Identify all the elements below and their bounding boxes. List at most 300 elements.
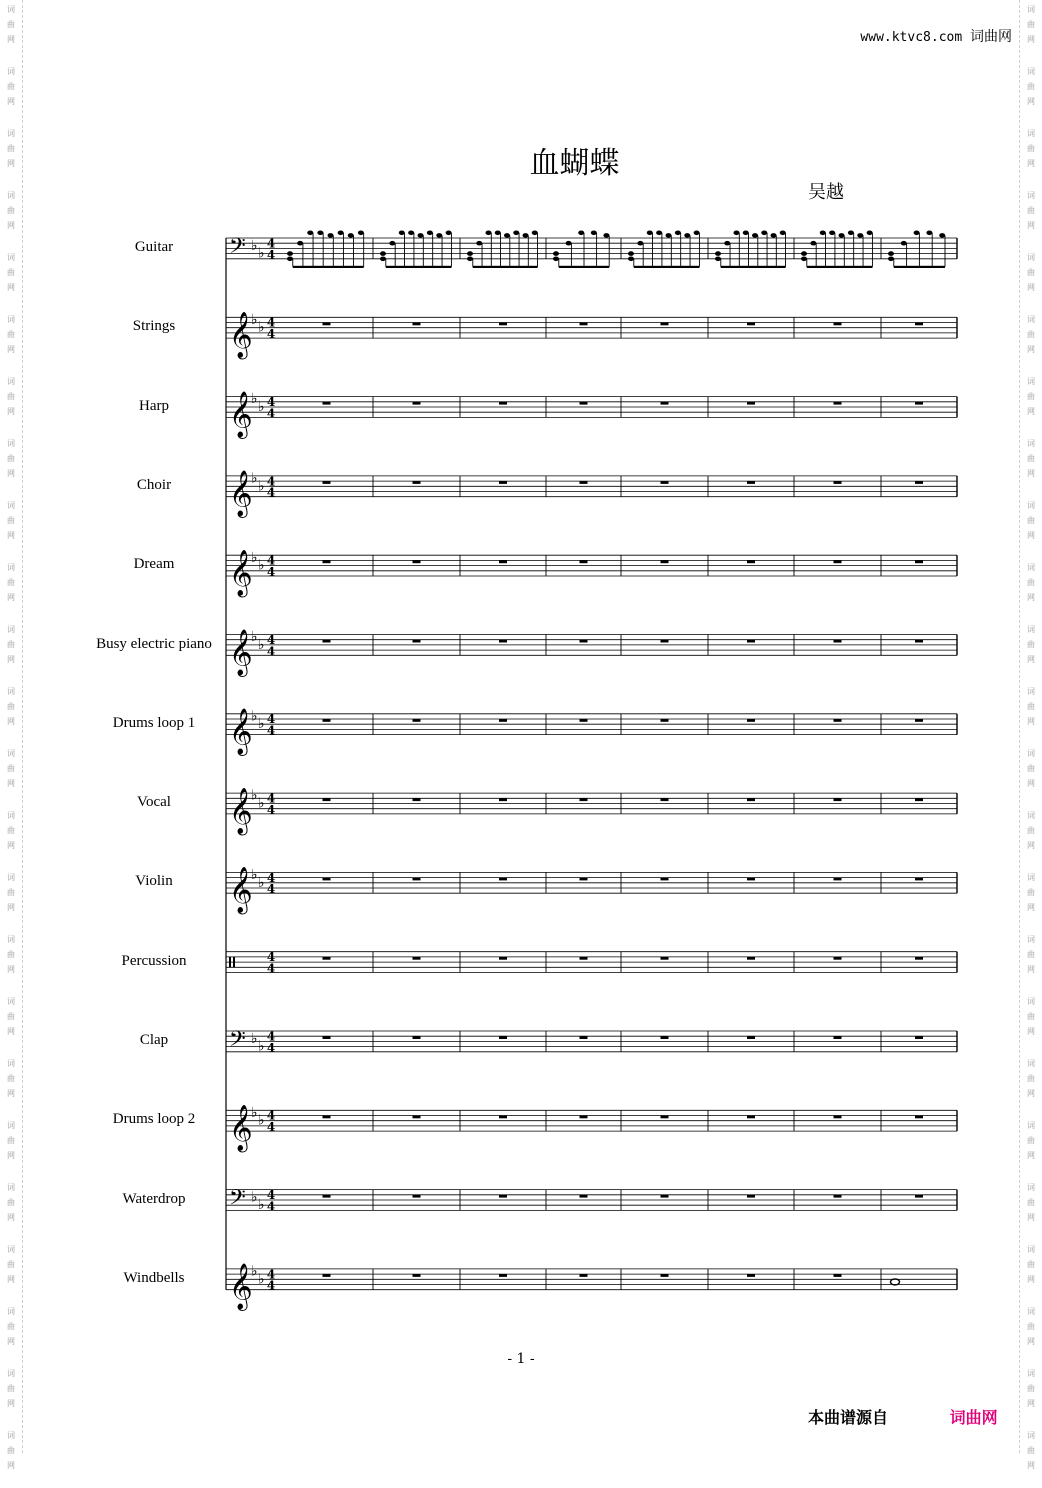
watermark-char: 词 bbox=[1027, 873, 1035, 882]
watermark-char: 网 bbox=[7, 655, 15, 664]
whole-rest bbox=[499, 878, 507, 881]
whole-rest bbox=[747, 323, 755, 326]
watermark-char: 曲 bbox=[1027, 1384, 1035, 1393]
flat-icon: ♭ bbox=[251, 237, 258, 254]
watermark-char: 网 bbox=[1027, 1151, 1035, 1160]
notehead bbox=[427, 231, 433, 236]
watermark-char: 曲 bbox=[7, 20, 15, 29]
instrument-label: Windbells bbox=[123, 1269, 185, 1286]
watermark-char: 曲 bbox=[1027, 454, 1035, 463]
flat-icon: ♭ bbox=[258, 636, 265, 653]
watermark-char: 曲 bbox=[1027, 82, 1035, 91]
watermark-char: 词 bbox=[1027, 253, 1035, 262]
flat-icon: ♭ bbox=[251, 391, 258, 408]
notehead bbox=[399, 231, 405, 236]
note-beam bbox=[807, 266, 873, 268]
notehead bbox=[848, 231, 854, 236]
whole-rest bbox=[834, 560, 842, 563]
note-beam bbox=[293, 266, 364, 268]
score-title: 血蝴蝶 bbox=[529, 146, 620, 181]
watermark-char: 词 bbox=[7, 873, 15, 882]
notehead bbox=[467, 251, 473, 256]
watermark-char: 网 bbox=[7, 1337, 15, 1346]
time-signature-denominator: 4 bbox=[266, 406, 276, 421]
notehead bbox=[752, 233, 758, 238]
watermark-char: 词 bbox=[7, 1059, 15, 1068]
flat-icon: ♭ bbox=[251, 787, 258, 804]
whole-rest bbox=[413, 323, 421, 326]
watermark-char: 词 bbox=[1027, 1369, 1035, 1378]
watermark-char: 曲 bbox=[7, 516, 15, 525]
flat-icon: ♭ bbox=[258, 1112, 265, 1129]
watermark-char: 网 bbox=[7, 159, 15, 168]
whole-rest bbox=[499, 1116, 507, 1119]
time-signature-denominator: 4 bbox=[266, 1120, 276, 1135]
whole-rest bbox=[915, 640, 923, 643]
whole-rest bbox=[747, 719, 755, 722]
notehead bbox=[715, 257, 721, 262]
watermark-char: 词 bbox=[1027, 315, 1035, 324]
watermark-char: 词 bbox=[1027, 191, 1035, 200]
whole-rest bbox=[323, 640, 331, 643]
whole-rest bbox=[834, 402, 842, 405]
whole-rest bbox=[747, 957, 755, 960]
watermark-char: 网 bbox=[1027, 655, 1035, 664]
notehead bbox=[338, 231, 344, 236]
notehead bbox=[287, 251, 293, 256]
notehead bbox=[771, 233, 777, 238]
watermark-char: 曲 bbox=[1027, 1446, 1035, 1455]
whole-rest bbox=[499, 640, 507, 643]
watermark-char: 曲 bbox=[1027, 268, 1035, 277]
whole-rest bbox=[323, 1195, 331, 1198]
whole-rest bbox=[915, 1195, 923, 1198]
whole-rest bbox=[915, 481, 923, 484]
instrument-label: Vocal bbox=[137, 794, 171, 811]
whole-rest bbox=[834, 798, 842, 801]
whole-rest bbox=[499, 1274, 507, 1277]
note-beam bbox=[894, 266, 945, 268]
notehead bbox=[715, 251, 721, 256]
note-beam bbox=[559, 266, 609, 268]
time-signature-numerator: 4 bbox=[266, 315, 276, 330]
whole-rest bbox=[834, 640, 842, 643]
watermark-char: 网 bbox=[7, 221, 15, 230]
watermark-char: 词 bbox=[7, 625, 15, 634]
flat-icon: ♭ bbox=[258, 399, 265, 415]
watermark-char: 曲 bbox=[7, 144, 15, 153]
watermark-char: 词 bbox=[1027, 129, 1035, 138]
notehead bbox=[307, 231, 313, 236]
whole-rest bbox=[747, 481, 755, 484]
watermark-char: 曲 bbox=[1027, 826, 1035, 835]
watermark-char: 词 bbox=[1027, 501, 1035, 510]
whole-rest bbox=[323, 560, 331, 563]
watermark-char: 词 bbox=[1027, 1245, 1035, 1254]
watermark-char: 词 bbox=[1027, 749, 1035, 758]
watermark-char: 词 bbox=[7, 935, 15, 944]
whole-rest bbox=[661, 402, 669, 405]
treble-clef-icon: 𝄞 bbox=[229, 550, 253, 596]
time-signature-denominator: 4 bbox=[266, 327, 276, 342]
watermark-char: 曲 bbox=[7, 1322, 15, 1331]
time-signature-denominator: 4 bbox=[266, 802, 276, 817]
whole-rest bbox=[747, 640, 755, 643]
watermark-char: 词 bbox=[7, 811, 15, 820]
time-signature-denominator: 4 bbox=[266, 961, 276, 976]
watermark-char: 网 bbox=[1027, 1399, 1035, 1408]
watermark-char: 网 bbox=[7, 903, 15, 912]
whole-rest bbox=[580, 957, 588, 960]
whole-rest bbox=[499, 402, 507, 405]
time-signature-denominator: 4 bbox=[266, 882, 276, 897]
watermark-char: 词 bbox=[1027, 811, 1035, 820]
watermark-char: 曲 bbox=[7, 1260, 15, 1269]
time-signature-numerator: 4 bbox=[266, 1188, 276, 1202]
watermark-char: 网 bbox=[7, 407, 15, 416]
watermark-char: 曲 bbox=[1027, 888, 1035, 897]
flat-icon: ♭ bbox=[251, 1263, 258, 1280]
notehead bbox=[761, 231, 767, 236]
bass-clef-icon: 𝄢 bbox=[229, 1185, 246, 1216]
instrument-label: Guitar bbox=[134, 239, 174, 255]
whole-rest bbox=[915, 402, 923, 405]
notehead bbox=[743, 231, 749, 236]
whole-rest bbox=[915, 323, 923, 326]
watermark-char: 词 bbox=[1027, 439, 1035, 448]
notehead bbox=[810, 241, 816, 246]
whole-rest bbox=[580, 481, 588, 484]
whole-rest bbox=[413, 481, 421, 484]
notehead bbox=[603, 233, 609, 238]
watermark-char: 网 bbox=[1027, 1213, 1035, 1222]
whole-rest bbox=[915, 1036, 923, 1039]
notehead bbox=[389, 241, 395, 246]
whole-rest bbox=[580, 323, 588, 326]
treble-clef-icon: 𝄞 bbox=[229, 629, 253, 676]
time-signature-denominator: 4 bbox=[266, 644, 276, 659]
watermark-char: 网 bbox=[1027, 1275, 1035, 1284]
instrument-label: Percussion bbox=[121, 952, 187, 969]
time-signature-numerator: 4 bbox=[266, 791, 276, 806]
watermark-char: 曲 bbox=[7, 330, 15, 339]
notehead bbox=[888, 251, 894, 256]
whole-rest bbox=[661, 798, 669, 801]
watermark-char: 词 bbox=[1027, 1059, 1035, 1068]
flat-icon: ♭ bbox=[258, 1038, 265, 1055]
watermark-char: 词 bbox=[7, 129, 15, 138]
whole-rest bbox=[580, 560, 588, 563]
watermark-char: 网 bbox=[1027, 159, 1035, 168]
watermark-char: 网 bbox=[1027, 779, 1035, 788]
watermark-char: 曲 bbox=[1027, 1136, 1035, 1145]
instrument-label: Dream bbox=[133, 556, 175, 573]
whole-rest bbox=[580, 1116, 588, 1119]
watermark-char: 词 bbox=[1027, 377, 1035, 386]
watermark-char: 曲 bbox=[1027, 1198, 1035, 1207]
watermark-char: 曲 bbox=[7, 826, 15, 835]
whole-rest bbox=[580, 1195, 588, 1198]
watermark-char: 网 bbox=[1027, 283, 1035, 292]
watermark-char: 曲 bbox=[7, 1136, 15, 1145]
whole-rest bbox=[915, 798, 923, 801]
time-signature-numerator: 4 bbox=[266, 1108, 276, 1123]
watermark-char: 词 bbox=[7, 1245, 15, 1254]
whole-note bbox=[891, 1279, 900, 1285]
whole-rest bbox=[661, 560, 669, 563]
watermark-char: 曲 bbox=[1027, 1260, 1035, 1269]
watermark-char: 词 bbox=[7, 1307, 15, 1316]
watermark-char: 曲 bbox=[7, 1384, 15, 1393]
notehead bbox=[694, 231, 700, 236]
watermark-char: 词 bbox=[1027, 687, 1035, 696]
watermark-char: 词 bbox=[7, 253, 15, 262]
percussion-clef-icon bbox=[229, 957, 231, 967]
watermark-char: 曲 bbox=[7, 1446, 15, 1455]
flat-icon: ♭ bbox=[258, 795, 265, 812]
treble-clef-icon: 𝄞 bbox=[229, 708, 253, 755]
whole-rest bbox=[747, 1195, 755, 1198]
notehead bbox=[780, 231, 786, 236]
whole-rest bbox=[323, 402, 331, 405]
whole-rest bbox=[661, 1274, 669, 1277]
whole-rest bbox=[499, 798, 507, 801]
watermark-char: 网 bbox=[1027, 717, 1035, 726]
note-beam bbox=[386, 266, 452, 268]
whole-rest bbox=[747, 1116, 755, 1119]
whole-rest bbox=[499, 1036, 507, 1039]
notehead bbox=[857, 233, 863, 238]
notehead bbox=[926, 231, 932, 236]
footer bbox=[808, 1405, 998, 1428]
whole-rest bbox=[915, 1116, 923, 1119]
whole-rest bbox=[413, 798, 421, 801]
notehead bbox=[287, 257, 293, 262]
watermark-char: 词 bbox=[1027, 935, 1035, 944]
whole-rest bbox=[580, 1274, 588, 1277]
notehead bbox=[523, 233, 529, 238]
watermark-char: 词 bbox=[7, 67, 15, 76]
time-signature-denominator: 4 bbox=[266, 723, 276, 738]
watermark-char: 网 bbox=[7, 469, 15, 478]
whole-rest bbox=[661, 1116, 669, 1119]
treble-clef-icon: 𝄞 bbox=[229, 1105, 253, 1152]
watermark-char: 曲 bbox=[7, 640, 15, 649]
watermark-char: 曲 bbox=[7, 950, 15, 959]
flat-icon: ♭ bbox=[258, 319, 265, 336]
notehead bbox=[553, 257, 559, 262]
watermark-char: 曲 bbox=[1027, 1012, 1035, 1021]
whole-rest bbox=[834, 957, 842, 960]
time-signature-denominator: 4 bbox=[266, 1278, 276, 1293]
footer-brand[interactable]: 词曲网 bbox=[949, 1408, 998, 1427]
watermark-char: 网 bbox=[7, 1399, 15, 1408]
whole-rest bbox=[413, 878, 421, 881]
watermark-char: 词 bbox=[7, 749, 15, 758]
page-number: - 1 - bbox=[507, 1351, 535, 1367]
watermark-char: 网 bbox=[1027, 221, 1035, 230]
notehead bbox=[666, 233, 672, 238]
notehead bbox=[486, 231, 492, 236]
notehead bbox=[358, 231, 364, 236]
note-beam bbox=[473, 266, 538, 268]
watermark-char: 词 bbox=[7, 439, 15, 448]
notehead bbox=[901, 241, 907, 246]
flat-icon: ♭ bbox=[251, 1104, 258, 1121]
flat-icon: ♭ bbox=[251, 1030, 258, 1047]
watermark-char: 曲 bbox=[7, 764, 15, 773]
time-signature-numerator: 4 bbox=[266, 1029, 276, 1044]
watermark-char: 网 bbox=[7, 35, 15, 44]
time-signature-denominator: 4 bbox=[266, 1040, 276, 1055]
watermark-char: 曲 bbox=[7, 1012, 15, 1021]
watermark-char: 网 bbox=[7, 593, 15, 602]
watermark-char: 曲 bbox=[1027, 206, 1035, 215]
whole-rest bbox=[499, 957, 507, 960]
watermark-char: 曲 bbox=[1027, 950, 1035, 959]
whole-rest bbox=[834, 1274, 842, 1277]
treble-clef-icon: 𝄞 bbox=[229, 867, 253, 914]
watermark-char: 网 bbox=[1027, 97, 1035, 106]
watermark-char: 网 bbox=[1027, 1337, 1035, 1346]
whole-rest bbox=[915, 957, 923, 960]
flat-icon: ♭ bbox=[251, 311, 258, 328]
treble-clef-icon: 𝄞 bbox=[229, 1263, 253, 1310]
site-name: 词曲网 bbox=[970, 29, 1012, 45]
watermark-char: 网 bbox=[7, 1213, 15, 1222]
watermark-char: 词 bbox=[1027, 5, 1035, 14]
flat-icon: ♭ bbox=[251, 1189, 258, 1206]
whole-rest bbox=[413, 719, 421, 722]
notehead bbox=[801, 251, 807, 256]
whole-rest bbox=[499, 323, 507, 326]
flat-icon: ♭ bbox=[251, 470, 258, 487]
watermark-char: 曲 bbox=[7, 392, 15, 401]
watermark-char: 词 bbox=[7, 1121, 15, 1130]
watermark-char: 网 bbox=[1027, 593, 1035, 602]
whole-rest bbox=[413, 1116, 421, 1119]
flat-icon: ♭ bbox=[258, 245, 265, 262]
whole-rest bbox=[580, 719, 588, 722]
watermark-char: 网 bbox=[7, 97, 15, 106]
flat-icon: ♭ bbox=[258, 1271, 265, 1288]
whole-rest bbox=[323, 798, 331, 801]
notehead bbox=[418, 233, 424, 238]
notehead bbox=[939, 233, 945, 238]
watermark-char: 曲 bbox=[7, 1074, 15, 1083]
whole-rest bbox=[499, 481, 507, 484]
whole-rest bbox=[661, 323, 669, 326]
whole-rest bbox=[747, 1274, 755, 1277]
watermark-char: 词 bbox=[1027, 67, 1035, 76]
whole-rest bbox=[834, 878, 842, 881]
watermark-char: 网 bbox=[7, 717, 15, 726]
whole-rest bbox=[413, 1036, 421, 1039]
watermark-char: 曲 bbox=[7, 578, 15, 587]
watermark-char: 网 bbox=[7, 345, 15, 354]
whole-rest bbox=[747, 878, 755, 881]
time-signature-denominator: 4 bbox=[266, 485, 276, 500]
whole-rest bbox=[661, 957, 669, 960]
watermark-char: 曲 bbox=[1027, 516, 1035, 525]
whole-rest bbox=[580, 402, 588, 405]
watermark-char: 词 bbox=[1027, 997, 1035, 1006]
flat-icon: ♭ bbox=[258, 716, 265, 733]
footer-source-label: 本曲谱源自 bbox=[808, 1408, 889, 1427]
notehead bbox=[504, 233, 510, 238]
note-beam bbox=[634, 266, 700, 268]
notehead bbox=[684, 233, 690, 238]
watermark-char: 网 bbox=[7, 283, 15, 292]
flat-icon: ♭ bbox=[258, 874, 265, 891]
time-signature-numerator: 4 bbox=[266, 236, 276, 251]
notehead bbox=[801, 257, 807, 262]
time-signature-numerator: 4 bbox=[266, 870, 276, 885]
watermark-char: 词 bbox=[7, 191, 15, 200]
watermark-char: 曲 bbox=[7, 454, 15, 463]
treble-clef-icon: 𝄞 bbox=[229, 312, 253, 359]
whole-rest bbox=[747, 402, 755, 405]
notehead bbox=[476, 241, 482, 246]
watermark-char: 曲 bbox=[1027, 702, 1035, 711]
instrument-label: Drums loop 2 bbox=[112, 1111, 196, 1128]
notehead bbox=[656, 231, 662, 236]
watermark-char: 网 bbox=[1027, 345, 1035, 354]
watermark-char: 曲 bbox=[7, 82, 15, 91]
watermark-char: 词 bbox=[1027, 1307, 1035, 1316]
whole-rest bbox=[834, 323, 842, 326]
whole-rest bbox=[499, 719, 507, 722]
watermark-char: 曲 bbox=[7, 702, 15, 711]
whole-rest bbox=[413, 640, 421, 643]
whole-rest bbox=[661, 481, 669, 484]
watermark-char: 网 bbox=[1027, 1089, 1035, 1098]
time-signature-numerator: 4 bbox=[266, 632, 276, 647]
time-signature-numerator: 4 bbox=[266, 712, 276, 727]
watermark-char: 词 bbox=[7, 997, 15, 1006]
whole-rest bbox=[661, 1195, 669, 1198]
site-url[interactable]: www.ktvc8.com bbox=[860, 30, 963, 45]
whole-rest bbox=[323, 957, 331, 960]
watermark-char: 网 bbox=[1027, 841, 1035, 850]
flat-icon: ♭ bbox=[258, 478, 265, 495]
watermark-char: 网 bbox=[1027, 35, 1035, 44]
watermark-char: 网 bbox=[1027, 407, 1035, 416]
composer: 吴越 bbox=[808, 182, 844, 203]
whole-rest bbox=[580, 798, 588, 801]
time-signature-numerator: 4 bbox=[266, 395, 276, 409]
notehead bbox=[675, 231, 681, 236]
watermark-char: 词 bbox=[7, 315, 15, 324]
whole-rest bbox=[747, 798, 755, 801]
whole-rest bbox=[747, 1036, 755, 1039]
watermark-char: 网 bbox=[1027, 469, 1035, 478]
notehead bbox=[532, 231, 538, 236]
instrument-label: Strings bbox=[132, 318, 176, 335]
watermark-char: 网 bbox=[1027, 965, 1035, 974]
flat-icon: ♭ bbox=[251, 549, 258, 566]
watermark-char: 网 bbox=[1027, 903, 1035, 912]
watermark-char: 词 bbox=[7, 1431, 15, 1440]
notehead bbox=[513, 231, 519, 236]
watermark-char: 曲 bbox=[1027, 20, 1035, 29]
time-signature-numerator: 4 bbox=[266, 474, 276, 489]
notehead bbox=[637, 241, 643, 246]
watermark-char: 词 bbox=[1027, 625, 1035, 634]
watermark-char: 词 bbox=[1027, 1431, 1035, 1440]
watermark-char: 词 bbox=[1027, 563, 1035, 572]
notehead bbox=[888, 257, 894, 262]
